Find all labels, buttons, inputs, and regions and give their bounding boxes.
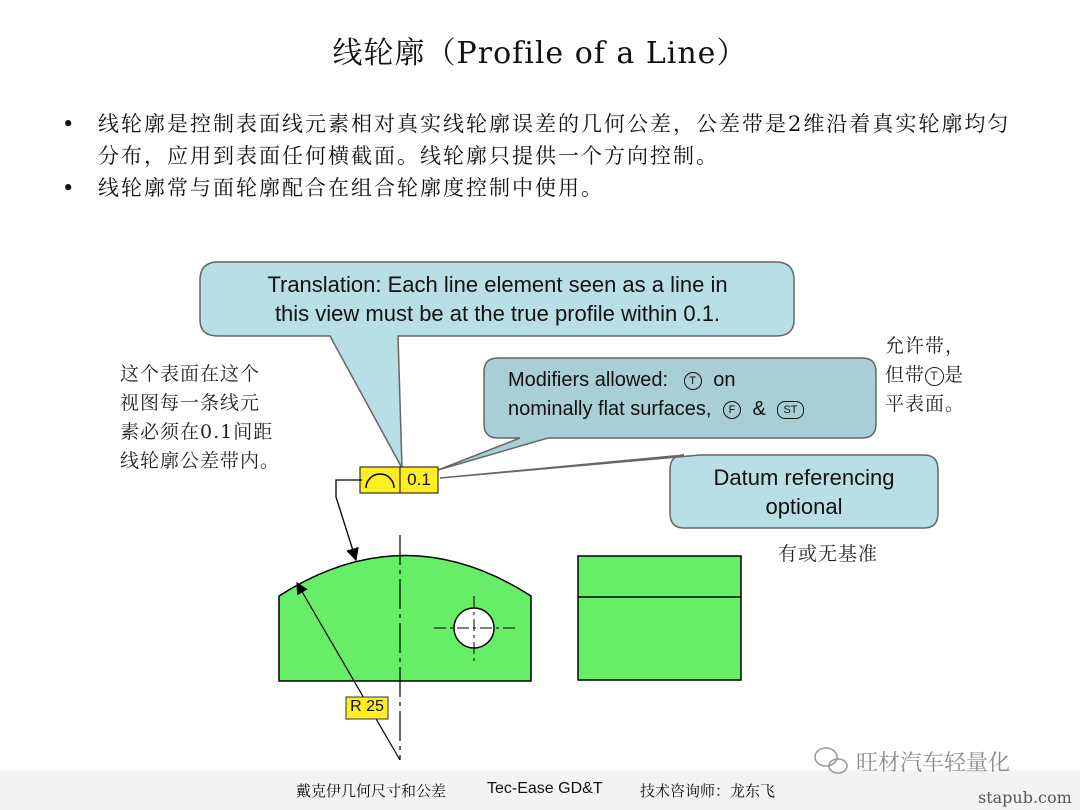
translation-line-1: Translation: Each line element seen as a line in: [267, 272, 728, 297]
footer-company: Tec-Ease GD&T: [487, 780, 603, 797]
fcf-tolerance: 0.1: [407, 470, 431, 489]
datum-text: Datum referencing optional: [713, 465, 895, 519]
bullet-text: 线轮廓是控制表面线元素相对真实线轮廓误差的几何公差，公差带是2维沿着真实轮廓均匀分布，应用到表面任何横截面。线轮廓只提供一个方向控制。: [98, 112, 1011, 168]
front-view-part: [279, 556, 531, 682]
side-view-part: [578, 556, 741, 680]
radius-label: R 25: [350, 698, 384, 715]
footer-book: 戴克伊几何尺寸和公差: [296, 782, 447, 800]
fcf-leader-line: [336, 480, 362, 560]
free-state-icon: F: [723, 401, 741, 419]
bullet-dot-icon: •: [62, 112, 77, 136]
tangent-plane-icon: T: [925, 367, 944, 386]
wechat-icon: [815, 748, 847, 773]
translation-text: [220, 270, 775, 328]
bullet-dot-icon: •: [62, 176, 77, 200]
translation-line-2: this view must be at the true profile within 0.1.: [274, 301, 721, 326]
datum-note: 有或无基准: [778, 543, 879, 565]
modifiers-line-1: Modifiers allowed: T on: [508, 369, 736, 391]
modifiers-text: [508, 366, 868, 424]
bullet-text: 线轮廓常与面轮廓配合在组合轮廓度控制中使用。: [98, 176, 604, 200]
watermark-brand: 旺材汽车轻量化: [856, 751, 1011, 776]
right-annotation: 允许带， 但带 T 是 平表面。: [885, 335, 966, 415]
tangent-plane-icon: T: [684, 372, 702, 390]
slide-title: 线轮廓（Profile of a Line）: [332, 36, 748, 71]
footer-consultant: 技术咨询师：龙东飞: [640, 782, 776, 800]
watermark-site: stapub.com: [978, 788, 1072, 807]
modifiers-line-2: nominally flat surfaces, F & ST: [508, 395, 868, 424]
left-annotation: 这个表面在这个 视图每一条线元 素必须在0.1间距 线轮廓公差带内。: [120, 363, 281, 472]
statistical-tolerance-icon: ST: [777, 401, 803, 419]
